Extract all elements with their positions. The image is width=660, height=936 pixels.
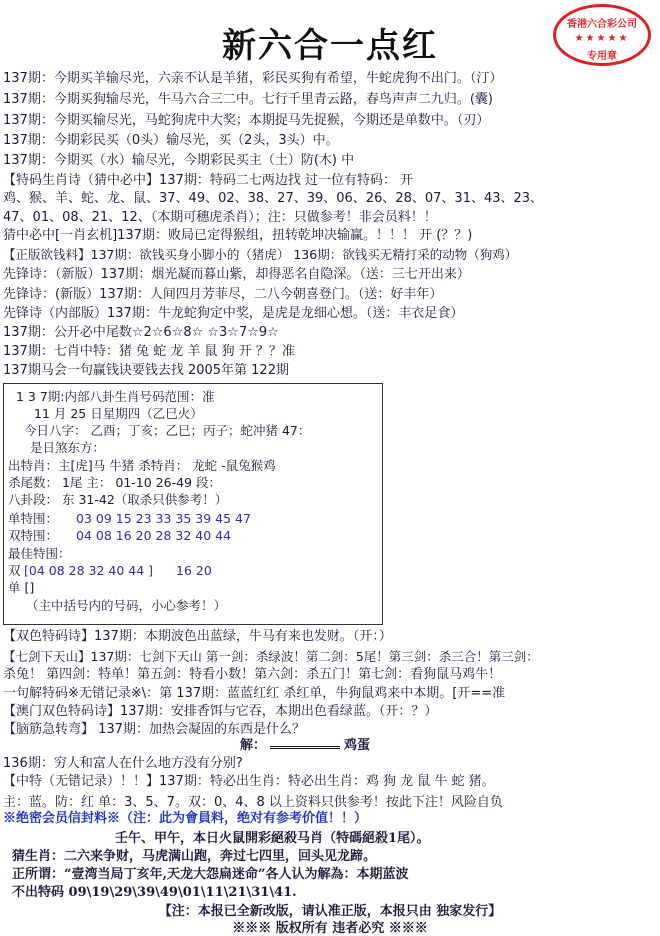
text-line: 137期：今期买羊输尽光，六亲不认是羊猪，彩民买狗有希望，牛蛇虎狗不出门。（汀） bbox=[3, 71, 503, 86]
text-line: 137期：七肖中特：猪 兔 蛇 龙 羊 鼠 狗 开 ？？准 bbox=[3, 344, 295, 359]
box-line: 今日八字： 乙酉；丁亥；乙巳；丙子；蛇冲猪 47： bbox=[24, 423, 311, 438]
text-line: 137期：今期买狗输尽光，牛马六合三二中。七行千里青云路，春鸟声声二九归。(囊) bbox=[3, 92, 493, 107]
text-line: 【澳门双色特码诗】137期：安排香饵与它吞，本期出色看绿蓝。（开：？） bbox=[3, 704, 438, 719]
text-line: 猜中必中[一肖玄机]137期：败局已定得猴组，扭转乾坤决输赢。！！！ 开 (？？) bbox=[3, 228, 473, 243]
text-line: 【双色特码诗】137期：本期波色出蓝绿，牛马有来也发财。（开：） bbox=[3, 629, 392, 644]
bold-line: 不出特码 09\19\29\39\49\01\11\21\31\41. bbox=[12, 885, 297, 900]
text-line: 主：蓝。防：红 单：3、5、7。双：0、4、8 以上资料只供参考！按此下注！风险自负 bbox=[3, 795, 503, 810]
member-notice-text: ※绝密会员信封料※（注：此为會員料，绝对有参考价值！！） bbox=[3, 811, 368, 826]
box-line: 是日煞东方： bbox=[30, 440, 106, 455]
text-line: 先锋诗（内部版）137期：牛龙蛇狗定中奖，是虎是龙细心想。（送：丰衣足食） bbox=[3, 306, 464, 321]
footer-notice: 【注：本报已全新改版，请认准正版，本报只由 独家发行】 bbox=[158, 904, 502, 919]
member-notice bbox=[3, 810, 367, 828]
seal-subtext: 专用章 bbox=[587, 51, 617, 62]
company-seal bbox=[553, 4, 651, 66]
bagua-number-box bbox=[3, 383, 383, 625]
seal-text: 香港六合彩公司 bbox=[567, 19, 637, 30]
footer-copyright: ※※※ 版权所有 违者必究 ※※※ bbox=[232, 921, 428, 936]
answer-underline bbox=[270, 746, 340, 749]
box-line: 出特肖：主[虎]马 牛猪 杀特肖： 龙蛇 -鼠兔猴鸡 bbox=[8, 458, 276, 473]
page-title: 新六合一点红 bbox=[222, 26, 438, 66]
text-line: 137期：今期买（水）输尽光，今期彩民买主（土）防(木) 中 bbox=[3, 153, 355, 168]
text-line: 136期：穷人和富人在什么地方没有分别? bbox=[3, 756, 243, 771]
text-line: 鸡、猴、羊、蛇、龙、鼠、37、49、02、38、27、39、06、26、28、07、31、43、23、 bbox=[3, 191, 544, 206]
box-note: （主中括号内的号码，小心参考！） bbox=[26, 598, 227, 613]
best-extra-numbers: 16 20 bbox=[176, 563, 212, 578]
box-line: 1 3 7期:内部八卦生肖号码范围：准 bbox=[16, 389, 215, 404]
text-line: 137期：今期买输尽光，马蛇狗虎中大奖；本期捉马先捉猴，今期还是单数中。（刃） bbox=[3, 113, 490, 128]
text-line: 137期马会一句赢钱诀要钱去找 2005年第 122期 bbox=[3, 363, 289, 378]
text-line: 先锋诗：(新版）137期：人间四月芳菲尽，二八今朝喜登门。（送：好丰年） bbox=[3, 287, 443, 302]
text-line: 【中特（无错记录）！！】137期：特必出生肖：特必出生肖：鸡 狗 龙 鼠 牛 蛇 猪。 bbox=[3, 774, 495, 789]
box-line: 单 [] bbox=[8, 580, 35, 595]
text-line: 先锋诗：（新版）137期：烟光凝而暮山紫，却得恶名自隐深。（送：三七开出来） bbox=[3, 267, 470, 282]
answer-value: 鸡蛋 bbox=[344, 738, 371, 753]
box-line: 八卦段： 东 31-42（取杀只供参考！） bbox=[8, 492, 228, 507]
box-label: 单特围： bbox=[8, 511, 59, 526]
best-double-numbers: [04 08 28 32 40 44 ] bbox=[24, 563, 154, 578]
text-line: 47、01、08、21、12、（本期可穗虎杀肖）；注：只做参考！非会员料！！ bbox=[3, 210, 437, 225]
text-line: 杀兔！ 第四剑：特单！第五剑：特看小数！第六剑：杀五门！第七剑：看狗鼠马鸡牛！ bbox=[3, 667, 502, 682]
riddle-answer bbox=[240, 734, 370, 753]
bold-line: 猜生肖：二六来争财，马虎满山跑，奔过七四里，回头见龙蹄。 bbox=[12, 849, 377, 864]
seal-stars: ★★★★★ bbox=[574, 33, 630, 44]
text-line: 一句解特码※无错记录※\：第 137期：蓝蓝红红 杀红单，牛狗鼠鸡来中本期。[开==准 bbox=[3, 686, 506, 701]
single-numbers: 03 09 15 23 33 35 39 45 47 bbox=[76, 511, 251, 526]
text-line: 【正版欲钱料】137期：欲钱买身小脚小的（猪虎） 136期：欲钱买无精打采的动物（狗鸡） bbox=[3, 247, 518, 262]
bold-line: 壬午、甲午，本日火鼠開彩絕殺马肖（特碼絕殺1尾）。 bbox=[115, 831, 430, 846]
answer-label: 解： bbox=[240, 738, 267, 753]
box-label: 双特围： bbox=[8, 528, 59, 543]
box-line: 杀尾数： 1尾 主： 01-10 26-49 段： bbox=[8, 475, 221, 490]
text-line: 137期：公开必中尾数☆2☆6☆8☆ ☆3☆7☆9☆ bbox=[3, 325, 279, 340]
text-line: 137期：今期彩民买（0头）输尽光，买（2头，3头）中。 bbox=[3, 133, 339, 148]
double-numbers: 04 08 16 20 28 32 40 44 bbox=[76, 528, 232, 543]
text-line: 【脑筋急转弯】 137期：加热会凝固的东西是什么？ bbox=[3, 722, 305, 737]
bold-line: 正所谓：“壹湾当局丁亥年,天龙大怨扁迷命”各人认为解為：本期蓝波 bbox=[12, 867, 409, 882]
box-date: 11 月 25 日星期四（乙巳火） bbox=[34, 406, 203, 421]
box-label: 最佳特围： bbox=[8, 546, 71, 561]
box-label: 双 bbox=[8, 563, 21, 578]
text-line: 【特码生肖诗（猜中必中】137期：特码二七两边找 过一位有特码： 开 bbox=[3, 173, 414, 188]
text-line: 【七剑下天山】137期：七剑下天山 第一剑：杀绿波！第二剑：5尾！第三剑：杀三合！第三剑： bbox=[3, 649, 539, 664]
